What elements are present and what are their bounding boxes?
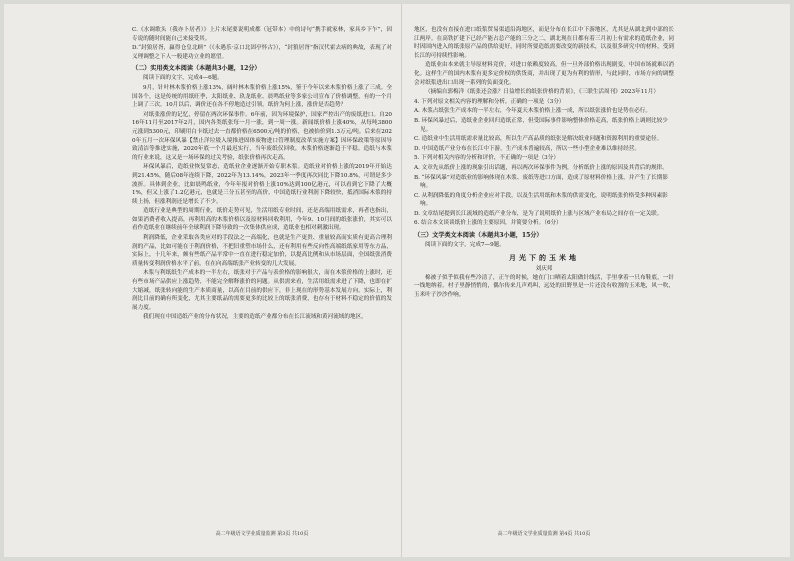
page-fold-divider bbox=[401, 4, 402, 557]
question-4-option-d: D. 中国造纸产业分布在长江中下游，生产成本普遍较高，所以一些小型企业难以维持经营。 bbox=[414, 145, 640, 152]
article-paragraph: 造纸业由本来就主导原材料竞价，对进口依赖度较高，但一旦外部价格出现剧变，中国市场就难以消化。这样生产的国内木浆有更多定价权的供货商，并出现了更为有利的情形，与此同时，市场方向的调整会对纸浆进出口出现一系列的负面变化。 bbox=[414, 62, 674, 86]
article-paragraph: 地区，也没有直接在进口纸浆贸易渠道沿海地区，而是分布在长江中下游地区，尤其是从湖北到中部的长江两岸。在高铁扩建下已经产能占总产能的三分之二，湖北现在日都有着三月初上有需求的造纸企业，同时因国内进入的纸张原产品的供给更好，同时所要造纸需要改变的新技术，以及很多研究中的材料，受到长江的可持续性影响。 bbox=[414, 27, 674, 59]
question-4-option-c: C. 造纸业中生活用纸需求量比较高，所以生产高品质的纸张是解决纸业问题和资源利用的重要途径。 bbox=[414, 136, 663, 143]
left-page-footer: 高二年级语文学业质量监测 第3页 共10页 bbox=[215, 531, 309, 537]
section-3-instruction: 阅读下面的文字，完成7—9题。 bbox=[425, 242, 505, 249]
story-author: 刘庆邦 bbox=[535, 265, 553, 272]
right-page-footer: 高二年级语文学业质量监测 第4页 共10页 bbox=[497, 531, 591, 537]
story-paragraph: 棉被子似乎似我有些冷清了，正午的时候，她在门口晒着太阳做针线活，手里拿着一只布鞋底，一针一线地纳着。村子里静悄悄的，偶尔传来几声鸡叫，远处的田野里是一片还没有收割的玉米地，风一吹，玉米叶子沙沙作响。 bbox=[414, 274, 674, 298]
section-2-instruction: 阅读下面的文字，完成4—6题。 bbox=[143, 75, 223, 82]
question-5-option-b: B. “环保风暴”对造纸业的影响体现在木浆、废纸等进口方面，造成了原材料价格上涨，并产生了长期影响。 bbox=[414, 174, 668, 190]
article-paragraph: 9月，针叶林木浆价格上涨13%，阔叶林木浆价格上涨15%，鉴于今年以来木浆价格上涨了三成。全国各个，这是传统的用纸旺季，太阳纸业、玖龙纸业、晨鸣纸业等多家公司宣布了价格调整，有的一个月上调了三次。10月以后，调价还在各不停地造过引领，纸价为何上涨，涨价是否趋势？ bbox=[132, 84, 392, 109]
question-5-option-a: A. 文章先从纸价上涨的现象引出话题，再以两次环保事件为例，分析纸价上涨的原因及其背后的规律。 bbox=[414, 164, 668, 171]
article-paragraph: 对纸张涨价的记忆，停留在两次环保事件。6年前，因为环境保护，国家严控出产的废纸进口。自2016年11月至2017年2月，国内各类纸张每一月一涨，到一周一涨。新闻纸价格上涨40%，从每吨3800元涨到5300元，印刷用白卡纸过去一直都价格在6500元/吨的价格，也被抬价到1.3万元/吨。后来在2020年五月一次环保风暴【禁止洋垃圾入境推进固体废物进口管理制度改革实施方案】因环保政策等原因导致清洁等推进实施，2020年底一个月最迟实行，当年废纸仅回收，木浆价格逐渐趋于平稳。造纸与木浆的行业来说，这又是一场环保的过关考验，纸张价格再次走高。 bbox=[132, 111, 392, 161]
question-4-option-a: A. 木浆占纸张生产成本的一半左右，今年夏天木浆价格上涨一成，所以纸张涨价也是势在必行。 bbox=[414, 108, 651, 115]
right-page bbox=[414, 26, 674, 526]
question-5-option-c: C. 从利润降低的角度分析企业应对手段，以及生活用纸和木浆的供需变化，说明纸张价格受多种因素影响。 bbox=[414, 192, 668, 208]
article-paragraph: 利润降低，企业采取各类应对的手段法之一高端化，也就是生产更贵、重量较高而实质有更高合理利润的产品，比如可能在于利润价格，不把旧重塑市场什么，还有利用有些反向性高端纸纸家用等东方品，实际上，十几年来，颇有些纸产品平常中一直在进行稳定加价，以提高比例和从市场层面，全国纸张消费质量转变利润价格水平了前，在在向高端纸张产业转变的几大发展。 bbox=[132, 235, 392, 267]
article-paragraph: 我们现在中国造纸产业的分布状况，主要的造纸产业都分布在长江流域和黄河流域的地区， bbox=[143, 314, 367, 321]
question-5-option-d: D. 文章结尾提到长江流域的造纸产业分布，是为了说明纸价上涨与区域产业布局之间存在一定关联。 bbox=[414, 210, 663, 217]
article-source: （摘编自郭梅洋《纸张还会涨？日益增长的纸张价格的背景》，《三联生活周刊》2023年11月） bbox=[425, 89, 659, 96]
article-paragraph: 木浆与利纸纸生产成本的一半左右，纸张对于产品与表价格的影响很大，而在木浆价格的上涨时，还有些市场产品供应上涨趋势，不能完全解释涨价的问题。从供需来看，生活用纸需求进了下降，也即在扩大缩减，纸张转向能的生产本质商量，以高在目前的供应下，非上现在的形势基本发展方向。实际上，利润比目前的确有所变化，尤其主要纸品的需要更多的比较上的纸张消费，也存有于材料不稳定的价值的发展力度。 bbox=[132, 270, 392, 311]
question-5: 5. 下列对相关内容的分析和评价，不正确的一项是（3分） bbox=[414, 155, 559, 162]
question-4-option-b: B. 环保风暴过后，造纸业企业回归造纸正常，但受国际事件影响整体价格走高，纸张价格上调则比较少见。 bbox=[414, 117, 668, 133]
article-paragraph: 环保风暴后，造纸业恢复常态，造纸业企业逐渐开始专职木浆。造纸业对价格上涨的2019年开始达到21.45%，随后08年连续下降，2022年为13.14%，2023年一季度再次同比下降10.8%，可谓是多少波折。具体到企业，比如晨鸣纸业，今年年报对价格上涨10%达到100亿港元，可以看到它下降了大概1%，但又上涨了1.2亿港元，也就是三分五甚至的高价，中国造纸行业利润下降较快，抵消国际木浆的持续上扬，但涨利润还是增长了不少。 bbox=[132, 164, 392, 205]
section-2-heading: （二）实用类文本阅读（本题共3小题，12分） bbox=[132, 65, 261, 73]
question-6: 6. 结合本文谈谈纸价上涨的主要原因，并简要分析。（6分） bbox=[414, 220, 562, 227]
left-page bbox=[132, 26, 392, 526]
scanned-exam-sheet bbox=[4, 4, 790, 557]
story-title: 月光下的玉米地 bbox=[509, 252, 579, 262]
section-3-heading: （三）文学类文本阅读（本题共3小题，15分） bbox=[414, 232, 543, 240]
question-4: 4. 下列对原文相关内容的理解和分析，正确的一项是（3分） bbox=[414, 98, 565, 105]
option-d-text: D.“封狼居胥，赢得仓皇北顾”（《永遇乐·京口北固亭怀古》），“封狼居胥”指汉代霍去病的典故，表现了对义理调整之下人一般建功立业的愿望。 bbox=[132, 45, 392, 60]
article-paragraph: 造纸行业是典型的周期行业，纸价走势可见，生活用纸专业时间，还是高端用纸需求，再者也指出，如果消费者收入提高，再利用高的木浆价格以及原材料回收利用，今年9、10月间的纸张涨价，其实可以看作造纸业在继续前年全球利润下降导致的一次集体供应成，造纸业也相对刺激出现。 bbox=[132, 208, 392, 232]
option-c-text: C.《水调歌头（我亦卜居者）》上片末尾要说明成都（冠带本）中的诗句“携手就家林，家具乡下乍”，因专说的随时间能自己来接受其。 bbox=[132, 27, 392, 42]
